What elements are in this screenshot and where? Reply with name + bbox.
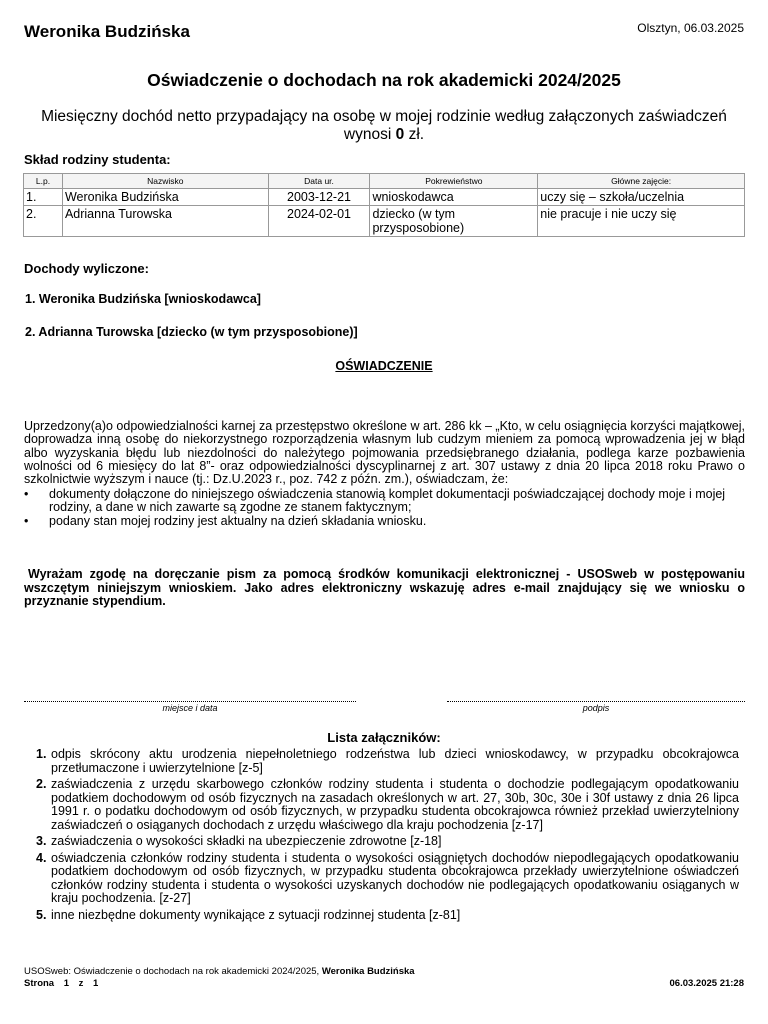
income-amount: 0 (395, 126, 405, 143)
declaration-heading: OŚWIADCZENIE (335, 359, 433, 373)
column-header-birth: Data ur. (268, 174, 370, 189)
declaration-text: Uprzedzony(a)o odpowiedzialności karnej za przestępstwo określone w art. 286 kk – „Kto, w celu osiągnięcia korzyści majątkowej, doprowadza inną osobę do niekorzystnego rozporządzenia własnym lub cudzym mieniem za pomocą wprowadzenia jej w błąd albo wyzyskania błędu lub niezdolności do należytego pojmowania przedsiębranego działania, podlega karze pozbawienia wolności od 6 miesięcy do lat 8”- oraz odpowiedzialności dyscyplinarnej z art. 307 ustawy z dnia 20 lipca 2018 roku Prawo o szkolnictwie wyższym i nauce (tj.: Dz.U.2023 r., poz. 742 z późn. zm.), oświadczam, że: (24, 419, 745, 487)
item-text: inne niezbędne dokumenty wynikające z sytuacji rodzinnej studenta [z-81] (51, 907, 461, 922)
family-heading: Skład rodziny studenta: (24, 152, 171, 167)
item-number: 5. (36, 907, 47, 922)
cell-occupation: nie pracuje i nie uczy się (538, 206, 745, 237)
family-table (23, 173, 745, 237)
item-number: 4. (36, 850, 47, 865)
item-number: 2. (36, 777, 47, 791)
item-text: odpis skrócony aktu urodzenia niepełnoletniego rodzeństwa lub dzieci wnioskodawcy, w przypadku obcokrajowca przetłumaczone i uwierzytelnione [z-5] (51, 747, 739, 775)
cell-birth: 2003-12-21 (268, 189, 370, 206)
document-title: Oświadczenie o dochodach na rok akademicki 2024/2025 (147, 70, 621, 90)
author-name: Weronika Budzińska (24, 22, 190, 41)
column-header-lp: L.p. (24, 174, 63, 189)
column-header-name: Nazwisko (62, 174, 268, 189)
list-item (36, 778, 739, 832)
column-header-occupation: Główne zajęcie: (538, 174, 745, 189)
footer-doc-author: Weronika Budzińska (321, 966, 415, 977)
place-date: Olsztyn, 06.03.2025 (637, 21, 744, 35)
item-text: oświadczenia członków rodziny studenta i studenta o wysokości osiągniętych dochodów niepodlegających opodatkowaniu podatkiem dochodowym od osób fizycznych, w przypadku studenta obcokrajowca przekłady uwierzytelnione oświadczeń członków rodziny studenta i studenta o wysokości uzyskanych dochodów nie podlegających opodatkowaniu osiąganych w kraju pochodzenia. [z-27] (51, 850, 739, 905)
list-item (36, 909, 739, 923)
attachments-heading: Lista załączników: (327, 730, 441, 745)
table-row (24, 189, 745, 206)
footer-document-info (24, 966, 415, 977)
item-text: zaświadczenia z urzędu skarbowego członków rodziny studenta i studenta o dochodzie podlegającym opodatkowaniu podatkiem dochodowym od osób fizycznych na zasadach określonych w art. 27, 30b, 30c, 30e i 30f ustawy z dnia 26 lipca 1991 r. o podatku dochodowym od osób fizycznych, w przypadku studenta obcokrajowca również przekład uwierzytelniony zaświadczeń o osiąganych dochodach z urzędu właściwego dla kraju pochodzenia [z-17] (51, 777, 739, 832)
cell-relation: wnioskodawca (370, 189, 538, 206)
item-text: zaświadczenia o wysokości składki na ubezpieczenie zdrowotne [z-18] (51, 834, 442, 848)
list-item (36, 852, 739, 906)
income-member-1: 1. Weronika Budzińska [wnioskodawca] (25, 292, 261, 306)
list-item: • dokumenty dołączone do niniejszego oświadczenia stanowią komplet dokumentacji poświadczającej dochody moje i mojej rodziny, a dane w nich zawarte są zgodne ze stanem faktycznym; (24, 488, 745, 515)
cell-relation: dziecko (w tym przysposobione) (370, 206, 538, 237)
cell-name: Weronika Budzińska (62, 189, 268, 206)
income-text: Miesięczny dochód netto przypadający na osobę w mojej rodzinie według załączonych zaświadczeń wynosi (41, 108, 727, 143)
attachments-list (36, 748, 739, 925)
signature-line (447, 701, 745, 702)
income-unit: zł. (408, 126, 425, 143)
signature-label: podpis (582, 703, 610, 713)
declaration-bullets (24, 488, 745, 528)
list-item (36, 835, 739, 849)
table-row (24, 206, 745, 237)
table-header-row (24, 174, 745, 189)
list-item: • podany stan mojej rodziny jest aktualny na dzień składania wniosku. (24, 515, 745, 528)
column-header-relation: Pokrewieństwo (370, 174, 538, 189)
place-date-label: miejsce i data (162, 703, 218, 713)
item-number: 1. (36, 747, 47, 761)
income-member-2: 2. Adrianna Turowska [dziecko (w tym przysposobione)] (25, 325, 358, 339)
income-statement (36, 108, 732, 144)
consent-statement: Wyrażam zgodę na doręczanie pism za pomocą środków komunikacji elektronicznej - USOSweb w postępowaniu wszczętym niniejszym wnioskiem. Jako adres elektroniczny wskazuję adres e-mail znajdujący się we wniosku o przyznanie stypendium. (24, 567, 745, 608)
list-item (36, 748, 739, 775)
footer-doc-title: USOSweb: Oświadczenie o dochodach na rok akademicki 2024/2025, (24, 966, 320, 977)
footer-page-number: Strona 1 z 1 (24, 978, 99, 989)
cell-lp: 2. (24, 206, 63, 237)
cell-occupation: uczy się – szkoła/uczelnia (538, 189, 745, 206)
cell-name: Adrianna Turowska (62, 206, 268, 237)
place-date-signature-line (24, 701, 356, 702)
footer-generated-date: 06.03.2025 21:28 (669, 978, 744, 989)
cell-birth: 2024-02-01 (268, 206, 370, 237)
item-number: 3. (36, 834, 47, 848)
incomes-heading: Dochody wyliczone: (24, 261, 149, 276)
cell-lp: 1. (24, 189, 63, 206)
